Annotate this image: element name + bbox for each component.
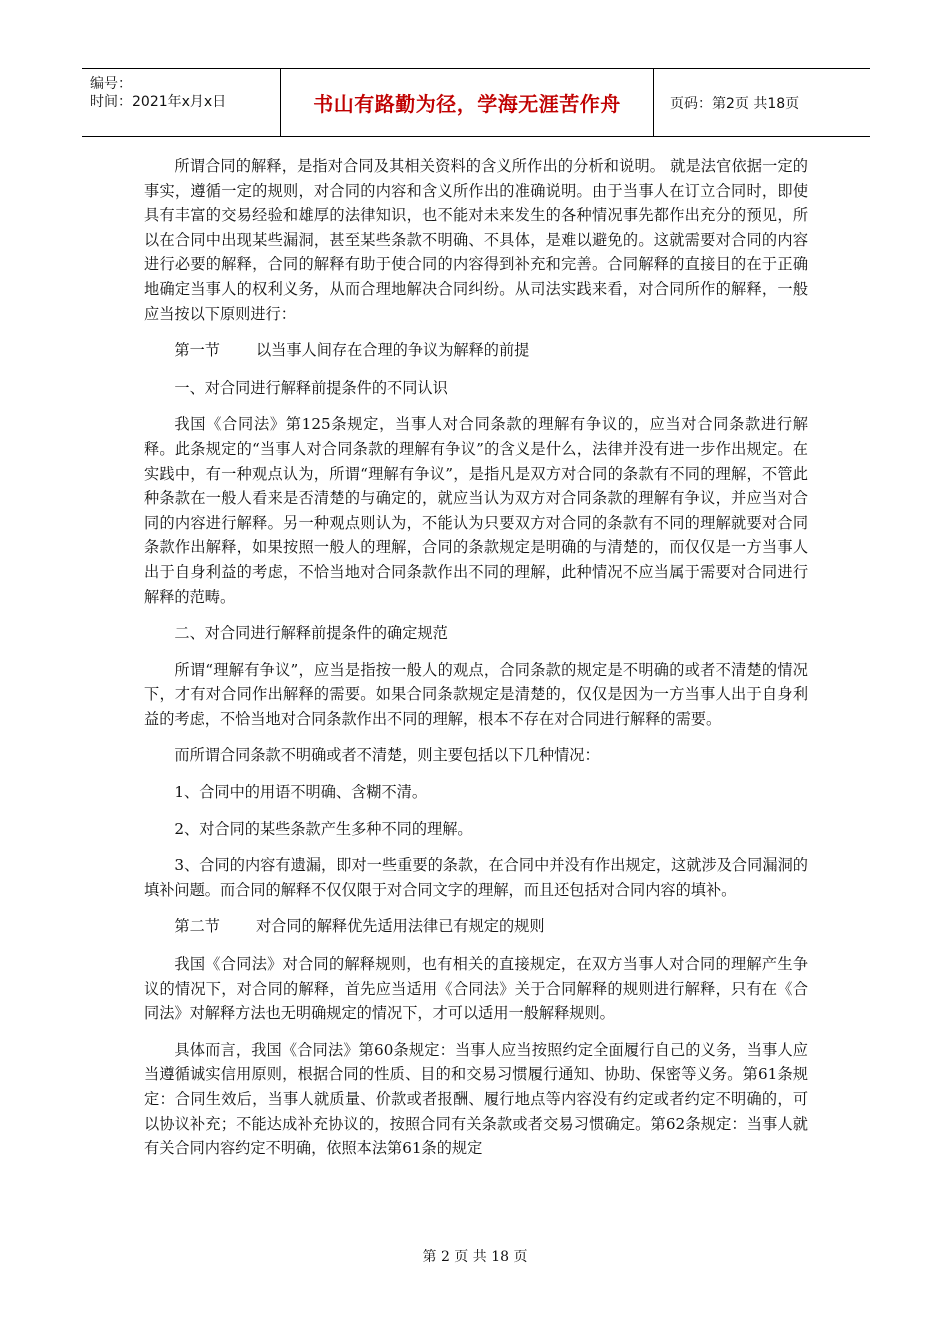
subheading-1: 一、对合同进行解释前提条件的不同认识 [174, 378, 448, 397]
case-item-2: 2、对合同的某些条款产生多种不同的理解。 [174, 819, 473, 838]
case-item-3: 3、合同的内容有遗漏，即对一些重要的条款，在合同中并没有作出规定，这就涉及合同漏洞的填补问题。而合同的解释不仅仅限于对合同文字的理解，而且还包括对合同内容的填补。 [144, 856, 808, 899]
cases-intro: 而所谓合同条款不明确或者不清楚，则主要包括以下几种情况： [174, 746, 600, 765]
section-2-paragraph-1: 我国《合同法》对合同的解释规则，也有相关的直接规定，在双方当事人对合同的理解产生争议的情况下，对合同的解释，首先应当适用《合同法》关于合同解释的规则进行解释，只有在《合同法》对解释方法也无明确规定的情况下，才可以适用一般解释规则。 [144, 955, 808, 1023]
section-1-title: 以当事人间存在合理的争议为解释的前提 [255, 341, 530, 360]
page-header [82, 68, 870, 137]
section-2-number: 第二节 [174, 917, 220, 936]
header-meta-cell [82, 69, 281, 136]
subheading-1-paragraph: 我国《合同法》第125条规定，当事人对合同条款的理解有争议的，应当对合同条款进行解释。此条规定的“当事人对合同条款的理解有争议”的含义是什么，法律并没有进一步作出规定。在实践中，有一种观点认为，所谓“理解有争议”，是指凡是双方对合同的条款有不同的理解，不管此种条款在一般人看来是否清楚的与确定的，就应当认为双方对合同条款的理解有争议，并应当对合同的内容进行解释。另一种观点则认为，不能认为只要双方对合同的条款有不同的理解就要对合同条款作出解释，如果按照一般人的理解，合同的条款规定是明确的与清楚的，而仅仅是一方当事人出于自身利益的考虑，不恰当地对合同条款作出不同的理解，此种情况不应当属于需要对合同进行解释的范畴。 [144, 415, 808, 606]
section-1-heading [144, 338, 808, 363]
subheading-2: 二、对合同进行解释前提条件的确定规范 [174, 624, 448, 643]
header-motto: 书山有路勤为径，学海无涯苦作舟 [281, 69, 654, 136]
document-date: 时间：2021年x月x日 [90, 94, 227, 110]
section-2-paragraph-2: 具体而言，我国《合同法》第60条规定：当事人应当按照约定全面履行自己的义务，当事人应当遵循诚实信用原则，根据合同的性质、目的和交易习惯履行通知、协助、保密等义务。第61条规定：合同生效后，当事人就质量、价款或者报酬、履行地点等内容没有约定或者约定不明确的，可以协议补充；不能达成补充协议的，按照合同有关条款或者交易习惯确定。第62条规定：当事人就有关合同内容约定不明确，依照本法第61条的规定 [144, 1040, 808, 1158]
section-2-title: 对合同的解释优先适用法律已有规定的规则 [255, 917, 545, 936]
section-2-heading [144, 914, 808, 939]
document-body [144, 154, 808, 1173]
intro-paragraph: 所谓合同的解释，是指对合同及其相关资料的含义所作出的分析和说明。 就是法官依据一定的事实，遵循一定的规则，对合同的内容和含义所作出的准确说明。由于当事人在订立合同时，即使具有丰富的交易经验和雄厚的法律知识，也不能对未来发生的各种情况事先都作出充分的预见，所以在合同中出现某些漏洞，甚至某些条款不明确、不具体，是难以避免的。这就需要对合同的内容进行必要的解释，合同的解释有助于使合同的内容得到补充和完善。合同解释的直接目的在于正确地确定当事人的权利义务，从而合理地解决合同纠纷。从司法实践来看，对合同所作的解释，一般应当按以下原则进行： [144, 157, 808, 323]
subheading-2-paragraph: 所谓“理解有争议”，应当是指按一般人的观点，合同条款的规定是不明确的或者不清楚的情况下，才有对合同作出解释的需要。如果合同条款规定是清楚的，仅仅是因为一方当事人出于自身利益的考虑，不恰当地对合同条款作出不同的理解，根本不存在对合同进行解释的需要。 [144, 660, 808, 728]
page-footer: 第 2 页 共 18 页 [422, 1249, 528, 1265]
section-1-number: 第一节 [174, 341, 220, 360]
case-item-1: 1、合同中的用语不明确、含糊不清。 [174, 783, 428, 802]
document-number-label: 编号： [90, 76, 132, 92]
header-page-info: 页码：第2页 共18页 [670, 95, 800, 112]
